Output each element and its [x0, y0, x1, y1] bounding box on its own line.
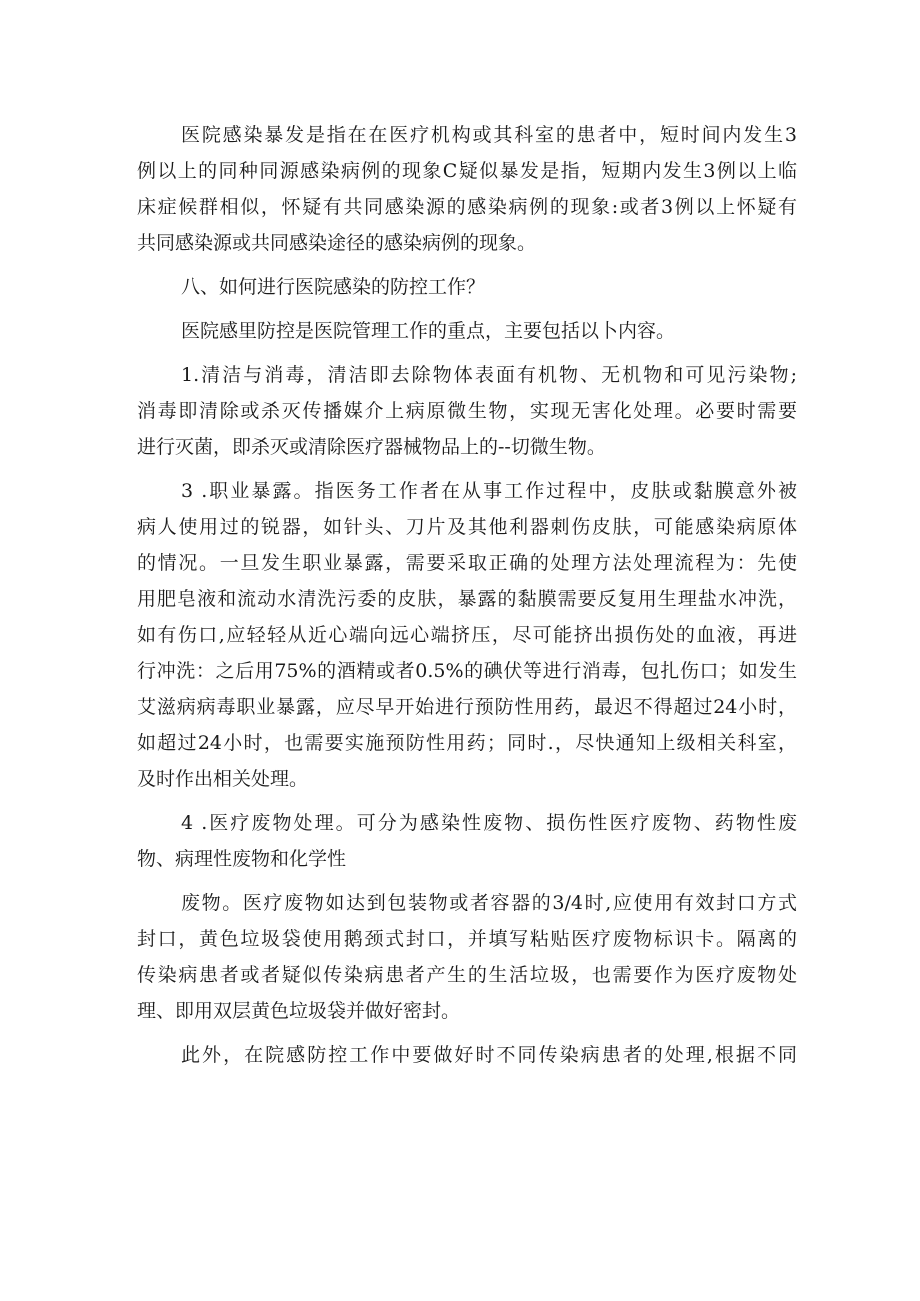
text-line: 的情况。一旦发生职业暴露，需要采取正确的处理方法处理流程为：先使 — [137, 552, 797, 574]
text-line: 传染病患者或者疑似传染病患者产生的生活垃圾，也需要作为医疗废物处 — [137, 964, 797, 986]
text-line: 医院感染暴发是指在在医疗机构或其科室的患者中，短时间内发生3 — [181, 124, 797, 146]
text-line: 用肥皂液和流动水清洗污委的皮肤，暴露的黏膜需要反复用生理盐水冲洗， — [137, 588, 797, 610]
text-line: 4 .医疗废物处理。可分为感染性废物、损伤性医疗废物、药物性废 — [181, 812, 797, 834]
paragraph-additionally — [137, 1037, 797, 1073]
text-line: 艾滋病病毒职业暴露，应尽早开始进行预防性用药，最迟不得超过24小时， — [137, 696, 797, 718]
text-line: 病人使用过的锐器，如针头、刀片及其他利器刺伤皮肤，可能感染病原体 — [137, 516, 797, 538]
text-line: 床症候群相似，怀疑有共同感染源的感染病例的现象:或者3例以上怀疑有 — [137, 196, 797, 218]
paragraph-waste-handling — [137, 885, 797, 1029]
text-line: 1.清洁与消毒，清洁即去除物体表面有机物、无机物和可见污染物; — [181, 364, 797, 386]
text-line: 医院感里防控是医院管理工作的重点，主要包括以卜内容。 — [181, 320, 676, 342]
document-body — [137, 117, 797, 1073]
text-line: 消毒即清除或杀灭传播媒介上病原微生物，实现无害化处理。必要时需要 — [137, 400, 797, 422]
text-line: 封口，黄色垃圾袋使用鹅颈式封口，并填写粘贴医疗废物标识卡。隔离的 — [137, 928, 797, 950]
text-line: 例以上的同种同源感染病例的现象C疑似暴发是指，短期内发生3例以上临 — [137, 160, 797, 182]
paragraph-intro — [137, 313, 797, 349]
paragraph-outbreak-definition — [137, 117, 797, 261]
text-line: 3 .职业暴露。指医务工作者在从事工作过程中，皮肤或黏膜意外被 — [181, 480, 797, 502]
text-line: 废物。医疗废物如达到包装物或者容器的3/4时,应使用有效封口方式 — [181, 892, 797, 914]
text-line: 共同感染源或共同感染途径的感染病例的现象。 — [137, 232, 537, 254]
text-line: 如超过24小时，也需要实施预防性用药；同时.，尽快通知上级相关科室， — [137, 732, 797, 754]
paragraph-occupational-exposure — [137, 473, 797, 797]
text-line: 及时作出相关处理。 — [137, 768, 309, 790]
text-line: 物、病理性废物和化学性 — [137, 848, 347, 870]
text-line: 理、即用双层黄色垃圾袋并做好密封。 — [137, 1000, 461, 1022]
text-line: 如有伤口,应轻轻从近心端向远心端挤压，尽可能挤出损伤处的血液，再进 — [137, 624, 797, 646]
section-heading-8 — [137, 269, 797, 305]
paragraph-medical-waste — [137, 805, 797, 877]
text-line: 行冲洗：之后用75%的酒精或者0.5%的碘伏等进行消毒，包扎伤口；如发生 — [137, 660, 797, 682]
paragraph-cleaning-disinfection — [137, 357, 797, 465]
heading-text: 八、如何进行医院感染的防控工作？ — [181, 276, 486, 298]
text-line: 进行灭菌，即杀灭或清除医疗器械物品上的--切微生物。 — [137, 436, 606, 458]
text-line: 此外，在院感防控工作中要做好时不同传染病患者的处理,根据不同 — [181, 1044, 797, 1066]
